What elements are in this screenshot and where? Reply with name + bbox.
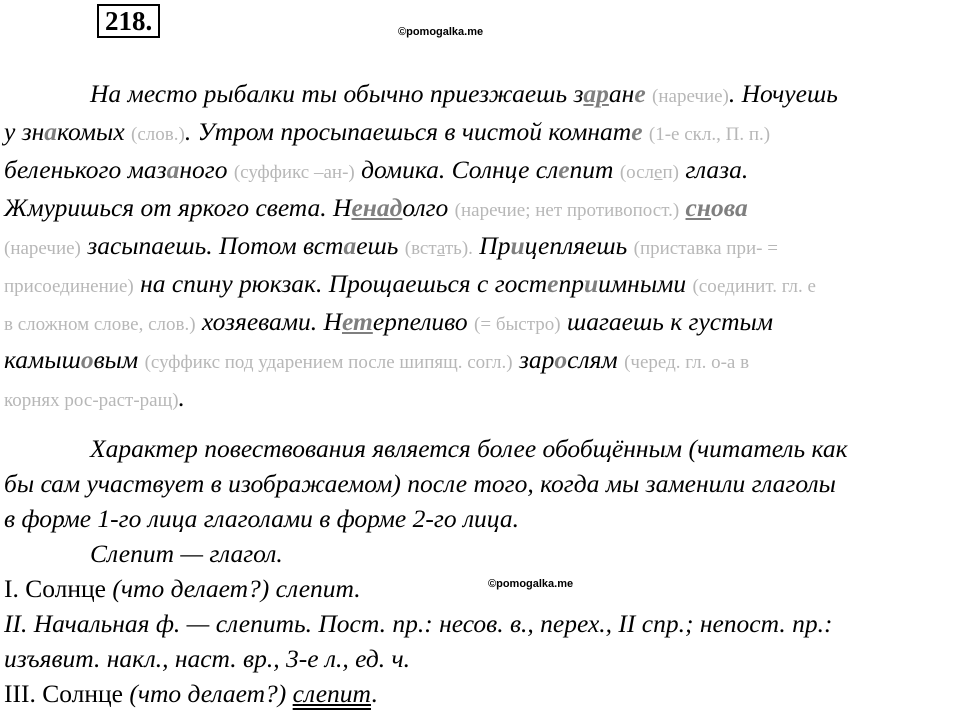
analysis-line-4 <box>4 676 377 711</box>
text-run: ан <box>608 79 635 108</box>
highlight: о <box>80 345 94 374</box>
note: е <box>654 162 663 183</box>
note: (черед. гл. о-а в <box>624 352 750 373</box>
highlight: а <box>44 117 58 146</box>
highlight: и <box>510 231 525 260</box>
note: п) <box>662 162 679 183</box>
note: (осл <box>619 162 655 183</box>
text-run: пит <box>569 155 614 184</box>
watermark: ©pomogalka.me <box>398 26 484 38</box>
highlight: ар <box>583 79 609 108</box>
text-run: I. Солнце <box>4 574 113 603</box>
highlight: е <box>631 117 643 146</box>
highlight: ет <box>341 307 373 336</box>
text-run: зар <box>518 345 555 374</box>
text-run: (что делает?) слепит. <box>112 574 361 603</box>
text-line <box>4 228 954 266</box>
predicate: слепит <box>292 679 371 708</box>
text-run: засыпаешь. Потом вст <box>87 231 344 260</box>
text-line <box>4 190 954 228</box>
text-run: . Ночуешь <box>728 79 838 108</box>
text-line: Слепит — глагол. <box>90 539 283 568</box>
text-line <box>4 76 954 114</box>
note: (слов.) <box>131 124 185 145</box>
note: (соединит. гл. е <box>692 276 816 297</box>
highlight: е <box>558 155 570 184</box>
text-line <box>4 152 954 190</box>
note: (суффикс под ударением после шипящ. согл.) <box>144 352 513 373</box>
text-run: . <box>178 383 185 412</box>
text-run: ешь <box>356 231 399 260</box>
text-run: ерпеливо <box>372 307 468 336</box>
text-run: домика. Солнце сл <box>361 155 559 184</box>
note: а <box>436 238 445 259</box>
text-run: шагаешь к густым <box>566 307 774 336</box>
text-run: глаза. <box>685 155 749 184</box>
text-run: пр <box>558 269 584 298</box>
text-run: у зн <box>4 117 45 146</box>
text-run: имными <box>598 269 687 298</box>
analysis-line-3: изъявит. накл., наст. вр., 3-е л., ед. ч. <box>4 644 411 673</box>
highlight: ова <box>711 193 748 222</box>
note: корнях рос-раст-ращ) <box>4 390 179 411</box>
text-line <box>4 380 954 418</box>
note: (наречие; нет противопост.) <box>454 200 680 221</box>
text-line <box>4 266 954 304</box>
note: (= быстро) <box>474 314 561 335</box>
note: (вст <box>404 238 437 259</box>
note: в сложном слове, слов.) <box>4 314 196 335</box>
text-run: (что делает?) <box>129 679 293 708</box>
note: (1-е скл., П. п.) <box>648 124 771 145</box>
highlight: а <box>166 155 180 184</box>
text-run: Жмуришься от яркого света. Н <box>4 193 352 222</box>
highlight: е <box>634 79 646 108</box>
text-run: III. Солнце <box>4 679 130 708</box>
note: (наречие) <box>652 86 729 107</box>
text-run: На место рыбалки ты обычно приезжаешь з <box>90 79 584 108</box>
text-run: ного <box>179 155 228 184</box>
note: (приставка при- = <box>633 238 778 259</box>
text-run: камыш <box>4 345 81 374</box>
watermark: ©pomogalka.me <box>488 578 574 590</box>
analysis-line-1 <box>4 571 361 606</box>
text-run: вым <box>93 345 139 374</box>
text-line: в форме 1-го лица глаголами в форме 2-го лица. <box>4 504 519 533</box>
text-line: бы сам участвует в изображаемом) после того, когда мы заменили глаголы <box>4 469 836 498</box>
text-line <box>4 342 954 380</box>
text-run: хозяевами. Н <box>201 307 342 336</box>
text-run: олго <box>402 193 449 222</box>
text-run: беленького маз <box>4 155 167 184</box>
text-run: слям <box>567 345 618 374</box>
text-run: . <box>370 679 378 708</box>
highlight: а <box>343 231 357 260</box>
note: присоединение) <box>4 276 134 297</box>
note: (суффикс –ан-) <box>233 162 355 183</box>
text-run: Пр <box>479 231 511 260</box>
highlight: и <box>583 269 599 298</box>
text-run: . Утром просыпаешься в чистой комнат <box>184 117 632 146</box>
text-run: на спину рюкзак. Прощаешься с гост <box>140 269 548 298</box>
exercise-text <box>4 76 954 418</box>
conclusion-text <box>4 431 954 571</box>
exercise-number: 218. <box>97 4 160 38</box>
highlight: е <box>547 269 559 298</box>
analysis-line-2: II. Начальная ф. — слепить. Пост. пр.: несов. в., перех., II спр.; непост. пр.: <box>4 609 833 638</box>
note: ть). <box>444 238 473 259</box>
highlight: сн <box>685 193 711 222</box>
highlight: енад <box>351 193 403 222</box>
highlight: о <box>554 345 568 374</box>
text-run: цепляешь <box>524 231 628 260</box>
text-line <box>4 114 954 152</box>
text-line: Характер повествования является более обобщённым (читатель как <box>90 434 848 463</box>
text-line <box>4 304 954 342</box>
text-run: комых <box>57 117 125 146</box>
note: (наречие) <box>4 238 81 259</box>
